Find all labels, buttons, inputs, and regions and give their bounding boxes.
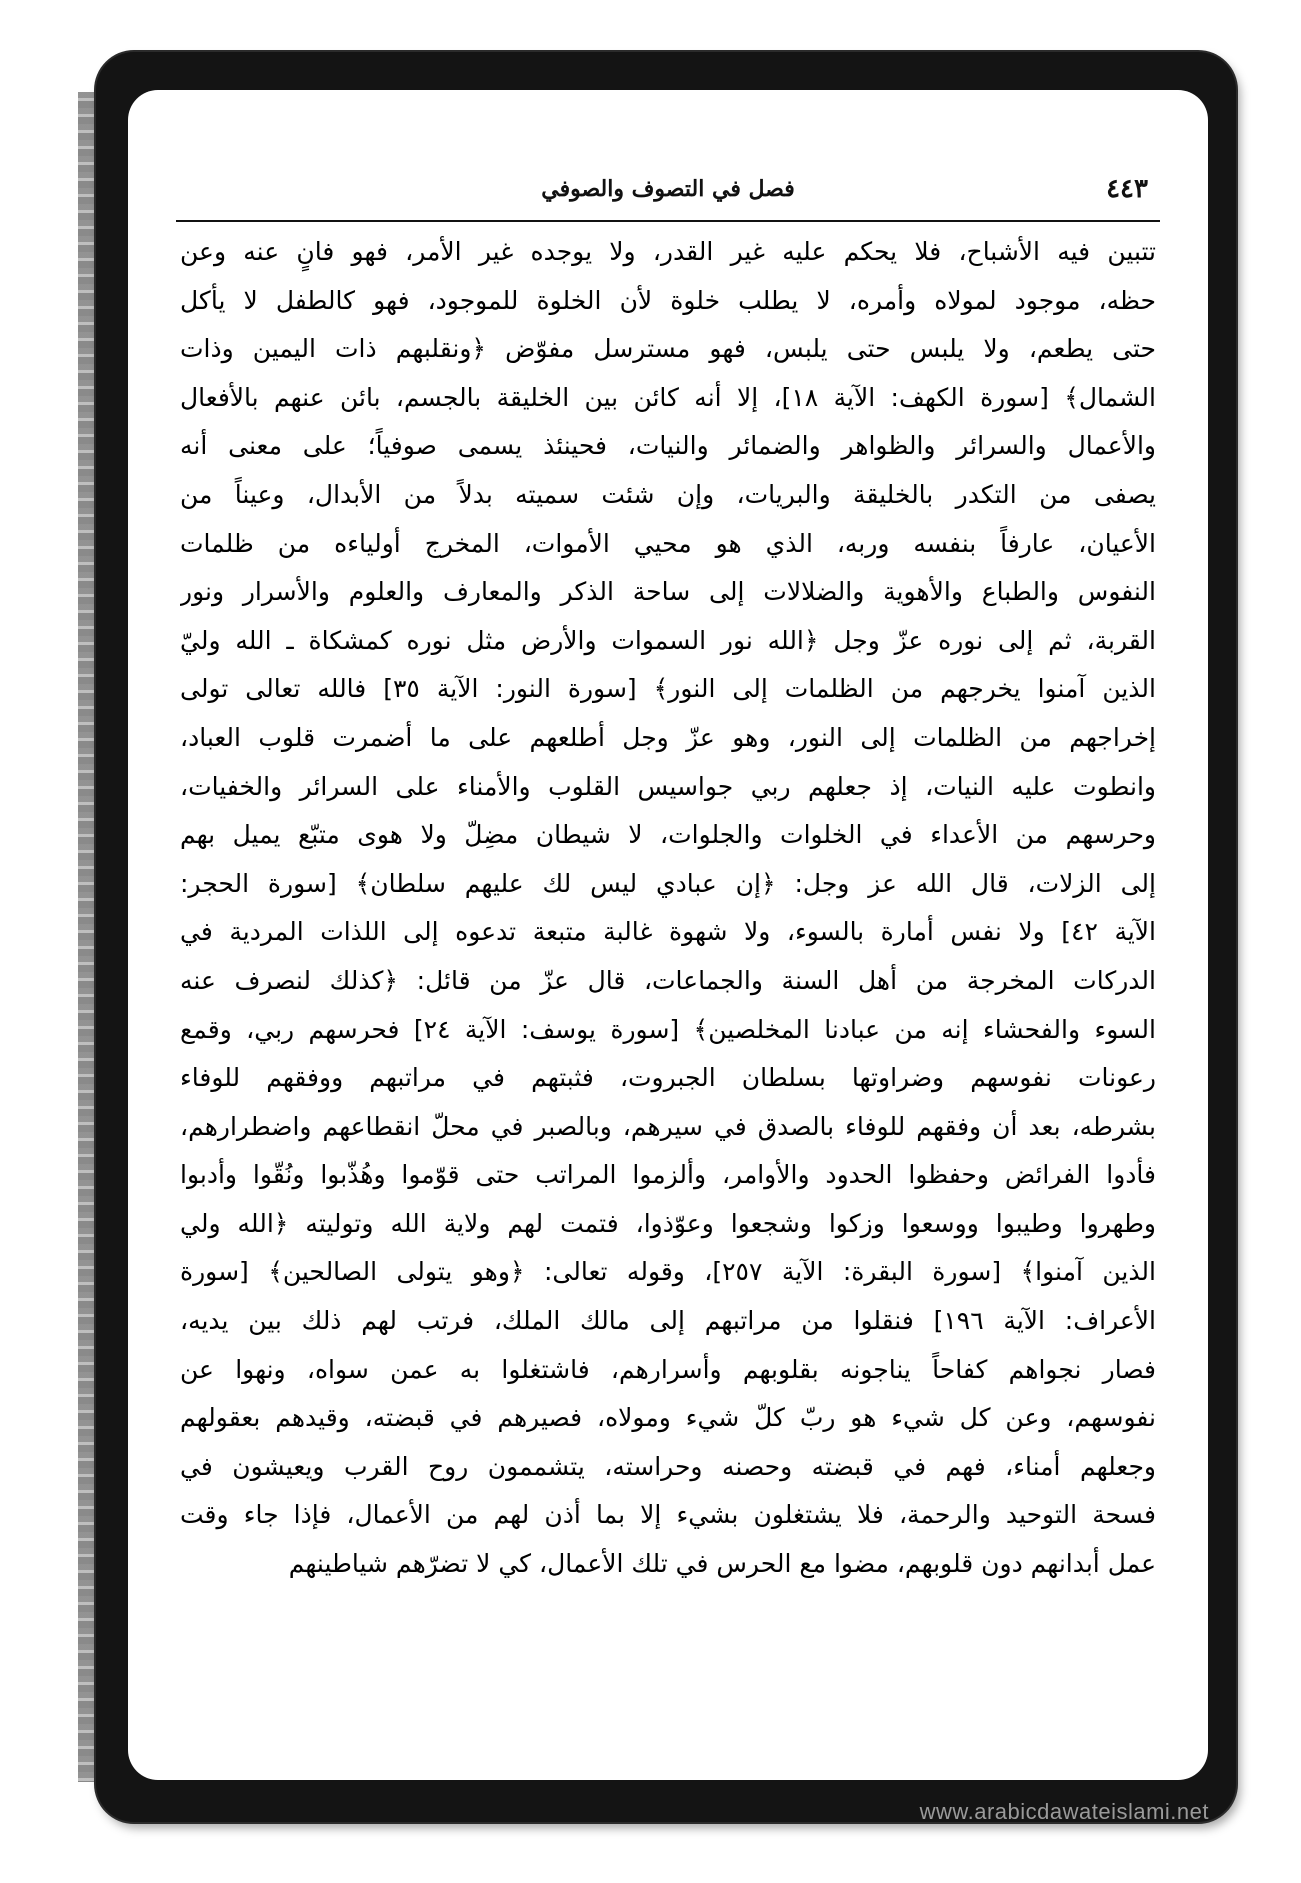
- text-line: الأعيان، عارفاً بنفسه وربه، الذي هو محيي الأموات، المخرج أولياءه من ظلمات: [180, 528, 1156, 558]
- page-number: ٤٤٣: [1106, 174, 1148, 204]
- text-line: حظه، موجود لمولاه وأمره، لا يطلب خلوة لأن الخلوة للموجود، فهو كالطفل لا يأكل: [180, 285, 1156, 315]
- text-line: وانطوت عليه النيات، إذ جعلهم ربي جواسيس القلوب والأمناء على السرائر والخفيات،: [180, 771, 1156, 801]
- text-line: رعونات نفوسهم وضراوتها بسلطان الجبروت، فثبتهم في مراتبهم ووفقهم للوفاء: [180, 1063, 1156, 1093]
- text-line: القربة، ثم إلى نوره عزّ وجل ﴿الله نور السموات والأرض مثل نوره كمشكاة ـ الله وليّ: [180, 625, 1156, 655]
- text-line: الأعراف: الآية ١٩٦] فنقلوا من مراتبهم إلى مالك الملك، فرتب لهم ذلك بين يديه،: [180, 1306, 1156, 1336]
- text-line: الدركات المخرجة من أهل السنة والجماعات، قال عزّ من قائل: ﴿كذلك لنصرف عنه: [180, 965, 1156, 995]
- text-line: فأدوا الفرائض وحفظوا الحدود والأوامر، وألزموا المراتب حتى قوّموا وهُذّبوا ونُقّوا وأدبوا: [180, 1160, 1156, 1190]
- text-line: الذين آمنوا﴾ [سورة البقرة: الآية ٢٥٧]، وقوله تعالى: ﴿وهو يتولى الصالحين﴾ [سورة: [180, 1257, 1156, 1287]
- text-line: الشمال﴾ [سورة الكهف: الآية ١٨]، إلا أنه كائن بين الخليقة بالجسم، بائن عنهم بالأفعال: [180, 382, 1156, 412]
- text-line: السوء والفحشاء إنه من عبادنا المخلصين﴾ [سورة يوسف: الآية ٢٤] فحرسهم ربي، وقمع: [180, 1014, 1156, 1044]
- text-line: وحرسهم من الأعداء في الخلوات والجلوات، لا شيطان مضِلّ ولا هوى متبّع يميل بهم: [180, 820, 1156, 850]
- text-line: حتى يطعم، ولا يلبس حتى يلبس، فهو مسترسل مفوّض ﴿ونقلبهم ذات اليمين وذات: [180, 334, 1156, 364]
- text-line: وطهروا وطيبوا ووسعوا وزكوا وشجعوا وعوّذوا، فتمت لهم ولاية الله وتوليته ﴿الله ولي: [180, 1208, 1156, 1238]
- text-line: الآية ٤٢] ولا نفس أمارة بالسوء، ولا شهوة غالبة متبعة تدعوه إلى اللذات المردية في: [180, 917, 1156, 947]
- text-line: النفوس والطباع والأهوية والضلالات إلى ساحة الذكر والمعارف والعلوم والأسرار ونور: [180, 577, 1156, 607]
- page-header: [176, 170, 1160, 216]
- text-line: إخراجهم من الظلمات إلى النور، وهو عزّ وجل أطلعهم على ما أضمرت قلوب العباد،: [180, 722, 1156, 752]
- text-line: نفوسهم، وعن كل شيء هو ربّ كلّ شيء ومولاه، فصيرهم في قبضته، وقيدهم بعقولهم: [180, 1403, 1156, 1433]
- text-line: تتبين فيه الأشباح، فلا يحكم عليه غير القدر، ولا يوجده غير الأمر، فهو فانٍ عنه وعن: [180, 237, 1156, 266]
- text-line: وجعلهم أمناء، فهم في قبضته وحصنه وحراسته، يتشممون روح القرب ويعيشون في: [180, 1451, 1156, 1481]
- text-line: عمل أبدانهم دون قلوبهم، مضوا مع الحرس في تلك الأعمال، كي لا تضرّهم شياطينهم: [288, 1549, 1156, 1579]
- text-line: فصار نجواهم كفاحاً يناجونه بقلوبهم وأسرارهم، فاشتغلوا به عمن سواه، ونهوا عن: [180, 1354, 1156, 1384]
- book-spine-edge: [78, 92, 96, 1782]
- text-line: بشرطه، بعد أن وفقهم للوفاء بالصدق في سيرهم، وبالصبر في محلّ انقطاعهم واضطرارهم،: [180, 1111, 1156, 1141]
- text-line: إلى الزلات، قال الله عز وجل: ﴿إن عبادي ليس لك عليهم سلطان﴾ [سورة الحجر:: [180, 868, 1156, 898]
- body-text: [180, 228, 1156, 1589]
- text-line: فسحة التوحيد والرحمة، فلا يشتغلون بشيء إلا بما أذن لهم من الأعمال، فإذا جاء وقت: [180, 1500, 1156, 1530]
- running-title: فصل في التصوف والصوفي: [541, 176, 795, 202]
- text-line: يصفى من التكدر بالخليقة والبريات، وإن شئت سميته بدلاً من الأبدال، وعيناً من: [180, 479, 1156, 509]
- watermark: www.arabicdawateislami.net: [919, 1799, 1209, 1824]
- text-line: والأعمال والسرائر والظواهر والضمائر والنيات، فحينئذ يسمى صوفياً؛ على معنى أنه: [180, 431, 1156, 461]
- header-rule: [176, 220, 1160, 222]
- text-line: الذين آمنوا يخرجهم من الظلمات إلى النور﴾ [سورة النور: الآية ٣٥] فالله تعالى تولى: [180, 674, 1156, 704]
- book-page: [128, 90, 1208, 1780]
